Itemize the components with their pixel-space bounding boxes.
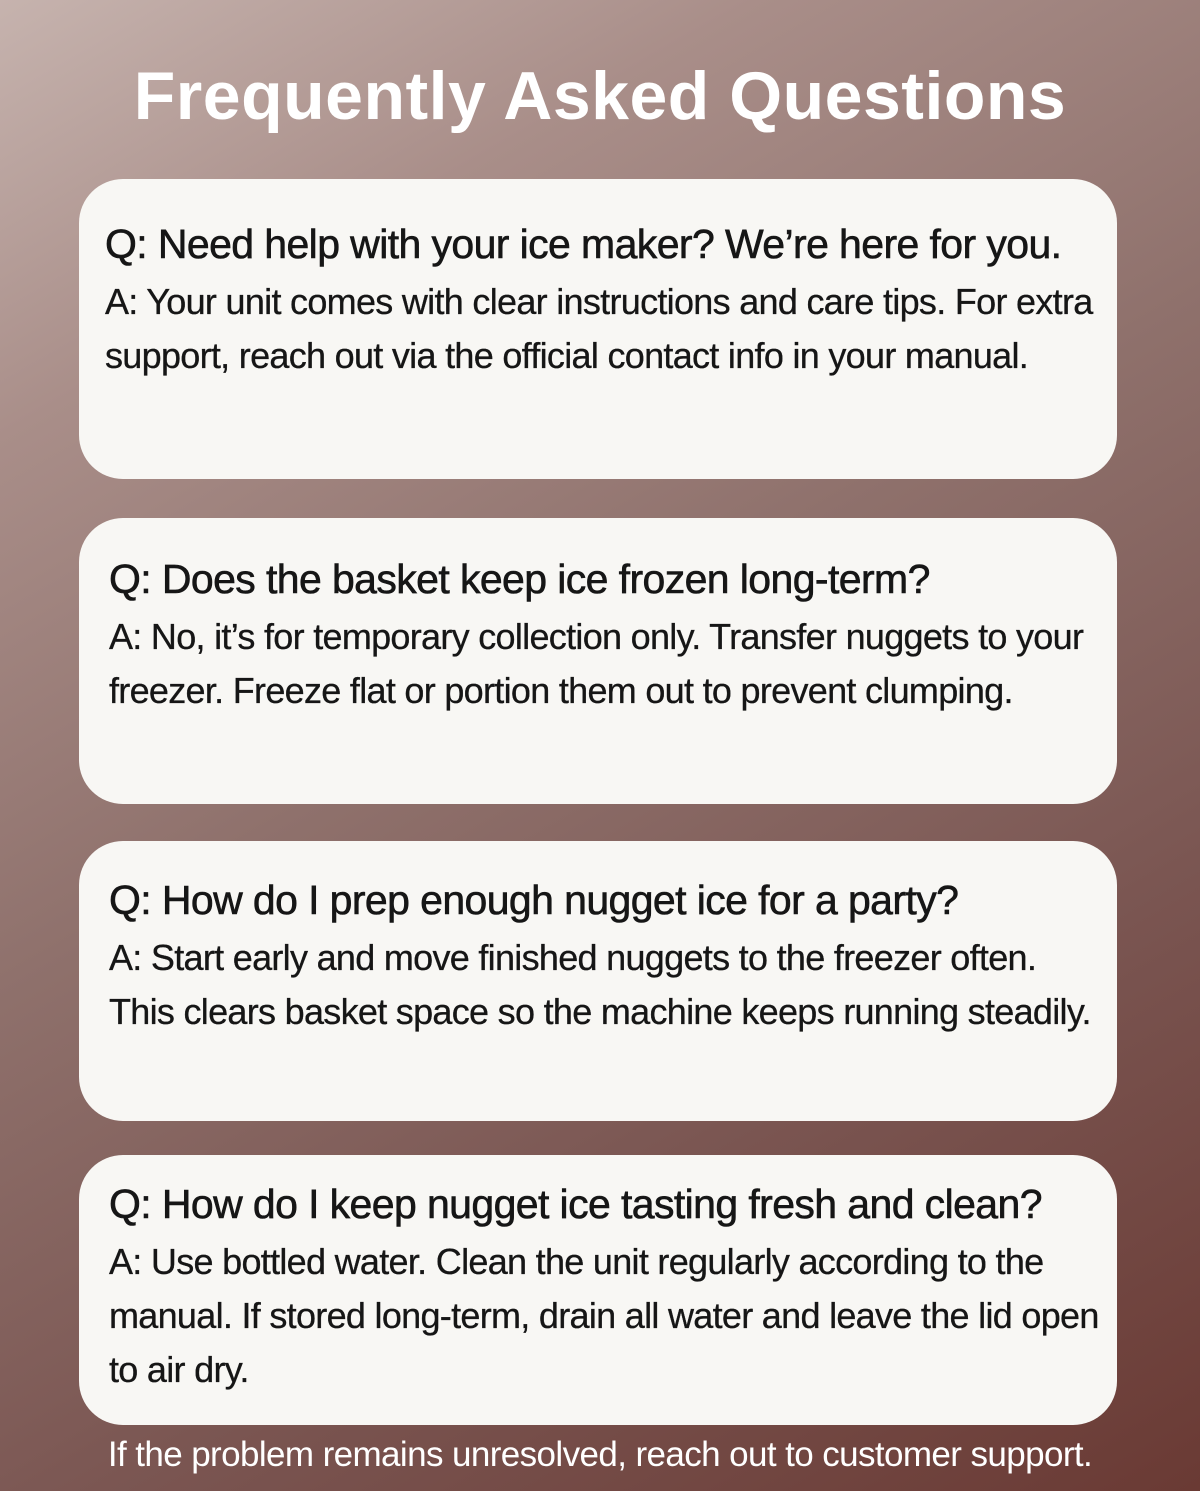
faq-card-2: [79, 518, 1117, 804]
faq-card-3: [79, 841, 1117, 1121]
support-note: If the problem remains unresolved, reach out to customer support.: [107, 1435, 1093, 1474]
faq-card-4: [79, 1155, 1117, 1425]
page-title: Frequently Asked Questions: [133, 58, 1067, 134]
faq-answer: A: No, it’s for temporary collection only. Transfer nuggets to your freezer. Freeze flat or portion them out to prevent clumping.: [109, 616, 1084, 711]
faq-card-1: [79, 179, 1117, 479]
faq-answer: A: Use bottled water. Clean the unit regularly according to the manual. If stored long-term, drain all water and leave the lid open to air dry.: [109, 1241, 1099, 1390]
faq-question: Q: Does the basket keep ice frozen long-term?: [109, 556, 930, 602]
faq-question: Q: How do I keep nugget ice tasting fresh and clean?: [109, 1181, 1042, 1227]
faq-question: Q: How do I prep enough nugget ice for a party?: [109, 877, 959, 923]
faq-answer: A: Start early and move finished nuggets to the freezer often. This clears basket space so the machine keeps running steadily.: [109, 937, 1091, 1032]
faq-question: Q: Need help with your ice maker? We’re here for you.: [105, 221, 1062, 267]
faq-answer: A: Your unit comes with clear instructions and care tips. For extra support, reach out via the official contact info in your manual.: [105, 281, 1093, 376]
